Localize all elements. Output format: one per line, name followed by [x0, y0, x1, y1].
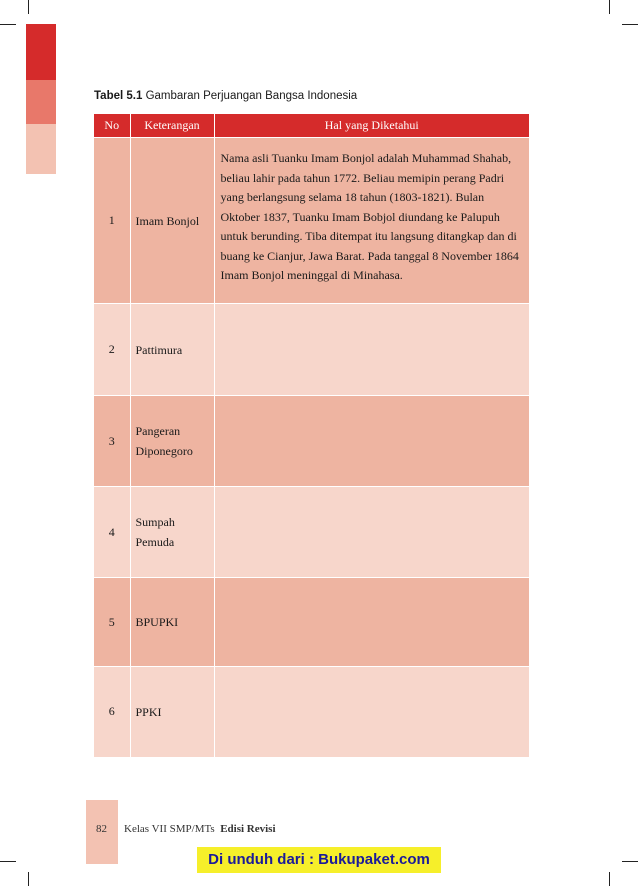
table-row: [94, 578, 529, 667]
book-name: Kelas VII SMP/MTs: [124, 823, 215, 835]
side-tab-salmon: [26, 80, 56, 124]
row-hal: [214, 578, 529, 667]
row-hal: [214, 667, 529, 757]
row-hal: [214, 487, 529, 578]
row-no: 5: [94, 578, 130, 667]
header-hal: Hal yang Diketahui: [214, 114, 529, 138]
caption-label: Tabel 5.1: [94, 90, 143, 102]
row-keterangan: BPUPKI: [130, 578, 214, 667]
book-title: [124, 823, 276, 835]
row-no: 2: [94, 304, 130, 396]
row-hal: Nama asli Tuanku Imam Bonjol adalah Muhammad Shahab, beliau lahir pada tahun 1772. Beliau memipin perang Padri yang berlangsung selama 18 tahun (1803-1821). Bulan Oktober 1837, Tuanku Imam Bobjol diundang ke Palupuh untuk berunding. Tiba ditempat itu langsung ditangkap dan di buang ke Cianjur, Jawa Barat. Pada tanggal 8 November 1864 Imam Bonjol meninggal di Minahasa.: [214, 138, 529, 304]
row-no: 6: [94, 667, 130, 757]
table-caption: [94, 90, 357, 102]
caption-text: Gambaran Perjuangan Bangsa Indonesia: [145, 90, 358, 102]
row-hal: [214, 304, 529, 396]
table-row: [94, 667, 529, 757]
table-row: [94, 138, 529, 304]
book-edition: Edisi Revisi: [220, 823, 276, 835]
crop-mark: [0, 861, 16, 862]
header-keterangan: Keterangan: [130, 114, 214, 138]
row-keterangan: Imam Bonjol: [130, 138, 214, 304]
crop-mark: [28, 872, 29, 886]
row-keterangan: Pattimura: [130, 304, 214, 396]
row-no: 3: [94, 396, 130, 487]
table-row: [94, 396, 529, 487]
table-header-row: [94, 114, 529, 138]
struggle-table: [94, 114, 529, 757]
row-hal: [214, 396, 529, 487]
crop-mark: [0, 24, 16, 25]
download-banner[interactable]: Di unduh dari : Bukupaket.com: [197, 847, 441, 873]
side-tab-pink: [26, 124, 56, 174]
row-no: 1: [94, 138, 130, 304]
crop-mark: [622, 24, 638, 25]
side-tab-red: [26, 24, 56, 80]
row-keterangan: Sumpah Pemuda: [130, 487, 214, 578]
header-no: No: [94, 114, 130, 138]
table-row: [94, 304, 529, 396]
crop-mark: [609, 0, 610, 14]
table-row: [94, 487, 529, 578]
crop-mark: [609, 872, 610, 886]
crop-mark: [622, 861, 638, 862]
row-keterangan: PPKI: [130, 667, 214, 757]
row-no: 4: [94, 487, 130, 578]
crop-mark: [28, 0, 29, 14]
row-keterangan: Pangeran Diponegoro: [130, 396, 214, 487]
page-number: 82: [96, 823, 107, 835]
